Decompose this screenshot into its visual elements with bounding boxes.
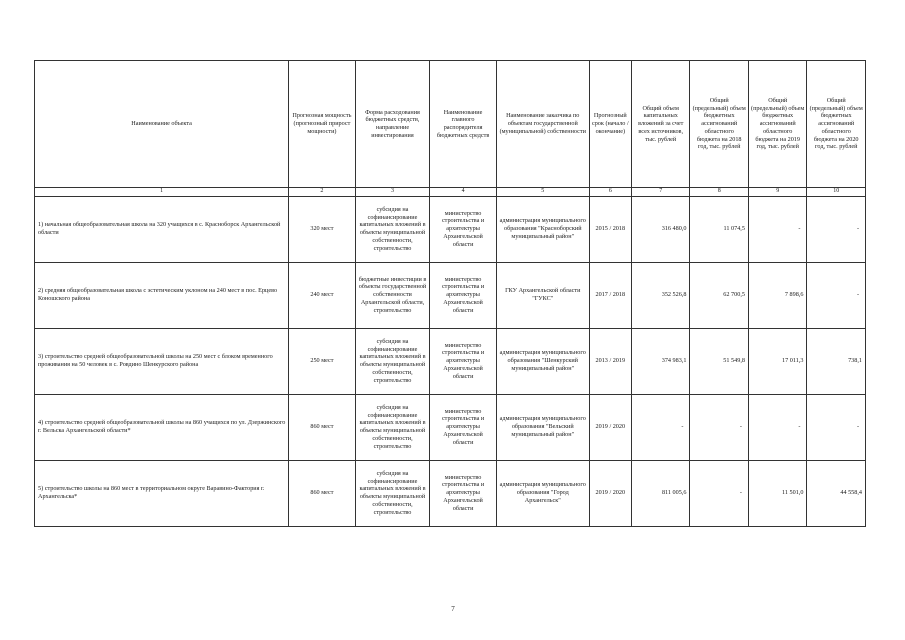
budget-2020-cell: 738,1 [807,328,866,394]
budget-2018-cell: - [690,394,748,460]
header-customer: Наименование заказчика по объектам государственной (муниципальной) собственности [496,61,589,188]
budget-2020-cell: - [807,394,866,460]
total-investment-cell: 316 480,0 [631,196,689,262]
term-cell: 2013 / 2019 [589,328,631,394]
expenditure-form-cell: субсидия на софинансирование капитальных вложений в объекты муниципальной собственности, строительство [355,460,430,526]
page-number: 7 [451,605,455,613]
budget-2019-cell: - [748,196,806,262]
term-cell: 2019 / 2020 [589,460,631,526]
header-expenditure-form: Форма расходования бюджетных средств, направление инвестирования [355,61,430,188]
header-budget-2020: Общий (предельный) объем бюджетных ассигнований областного бюджета на 2020 год, тыс. рублей [807,61,866,188]
header-capacity: Прогнозная мощность (прогнозный прирост мощности) [289,61,356,188]
budget-2018-cell: 11 074,5 [690,196,748,262]
column-number: 8 [690,188,748,197]
budget-2019-cell: 17 011,3 [748,328,806,394]
expenditure-form-cell: субсидия на софинансирование капитальных вложений в объекты муниципальной собственности, строительство [355,394,430,460]
budget-manager-cell: министерство строительства и архитектуры Архангельской области [430,196,497,262]
budget-2018-cell: - [690,460,748,526]
table-row [35,460,866,526]
customer-cell: администрация муниципального образования "Шенкурский муниципальный район" [496,328,589,394]
object-name-cell: 1) начальная общеобразовательная школа на 320 учащихся в с. Красноборск Архангельской области [35,196,289,262]
column-number: 5 [496,188,589,197]
budget-manager-cell: министерство строительства и архитектуры Архангельской области [430,328,497,394]
header-row [35,61,866,188]
total-investment-cell: 811 005,6 [631,460,689,526]
header-object-name: Наименование объекта [35,61,289,188]
customer-cell: администрация муниципального образования "Красноборский муниципальный район" [496,196,589,262]
capacity-cell: 860 мест [289,460,356,526]
object-name-cell: 4) строительство средней общеобразовательной школы на 860 учащихся по ул. Дзержинского г. Вельска Архангельской области* [35,394,289,460]
budget-manager-cell: министерство строительства и архитектуры Архангельской области [430,460,497,526]
capacity-cell: 240 мест [289,262,356,328]
table-row [35,262,866,328]
header-budget-2019: Общий (предельный) объем бюджетных ассигнований областного бюджета на 2019 год, тыс. рублей [748,61,806,188]
customer-cell: администрация муниципального образования "Вельский муниципальный район" [496,394,589,460]
budget-2019-cell: 11 501,0 [748,460,806,526]
budget-manager-cell: министерство строительства и архитектуры Архангельской области [430,262,497,328]
budget-2019-cell: - [748,394,806,460]
investment-objects-table [34,60,866,527]
term-cell: 2019 / 2020 [589,394,631,460]
budget-2019-cell: 7 898,6 [748,262,806,328]
table-row [35,394,866,460]
customer-cell: ГКУ Архангельской области "ГУКС" [496,262,589,328]
budget-manager-cell: министерство строительства и архитектуры Архангельской области [430,394,497,460]
customer-cell: администрация муниципального образования "Город Архангельск" [496,460,589,526]
capacity-cell: 250 мест [289,328,356,394]
term-cell: 2015 / 2018 [589,196,631,262]
capacity-cell: 320 мест [289,196,356,262]
column-number: 9 [748,188,806,197]
object-name-cell: 2) средняя общеобразовательная школа с эстетическим уклоном на 240 мест в пос. Ерцево Коношского района [35,262,289,328]
header-budget-2018: Общий (предельный) объем бюджетных ассигнований областного бюджета на 2018 год, тыс. рублей [690,61,748,188]
expenditure-form-cell: бюджетные инвестиции в объекты государственной собственности Архангельской области, строительство [355,262,430,328]
table-row [35,328,866,394]
column-number: 1 [35,188,289,197]
column-number: 4 [430,188,497,197]
budget-2020-cell: - [807,196,866,262]
column-number: 6 [589,188,631,197]
header-term: Прогнозный срок (начало / окончание) [589,61,631,188]
budget-2020-cell: 44 558,4 [807,460,866,526]
column-number: 10 [807,188,866,197]
column-number: 7 [631,188,689,197]
total-investment-cell: 374 983,1 [631,328,689,394]
header-total-investment: Общий объем капитальных вложений за счет всех источников, тыс. рублей [631,61,689,188]
table-row [35,196,866,262]
expenditure-form-cell: субсидия на софинансирование капитальных вложений в объекты муниципальной собственности, строительство [355,196,430,262]
object-name-cell: 5) строительство школы на 860 мест в территориальном округе Варавино-Фактория г. Архангельска* [35,460,289,526]
budget-2018-cell: 62 700,5 [690,262,748,328]
budget-2020-cell: - [807,262,866,328]
budget-2018-cell: 51 549,8 [690,328,748,394]
column-number: 3 [355,188,430,197]
object-name-cell: 3) строительство средней общеобразовательной школы на 250 мест с блоком временного проживания на 50 человек в с. Ровдино Шенкурского района [35,328,289,394]
total-investment-cell: - [631,394,689,460]
column-number: 2 [289,188,356,197]
expenditure-form-cell: субсидия на софинансирование капитальных вложений в объекты муниципальной собственности, строительство [355,328,430,394]
column-number-row [35,188,866,197]
capacity-cell: 860 мест [289,394,356,460]
total-investment-cell: 352 526,8 [631,262,689,328]
term-cell: 2017 / 2018 [589,262,631,328]
header-budget-manager: Наименование главного распорядителя бюджетных средств [430,61,497,188]
